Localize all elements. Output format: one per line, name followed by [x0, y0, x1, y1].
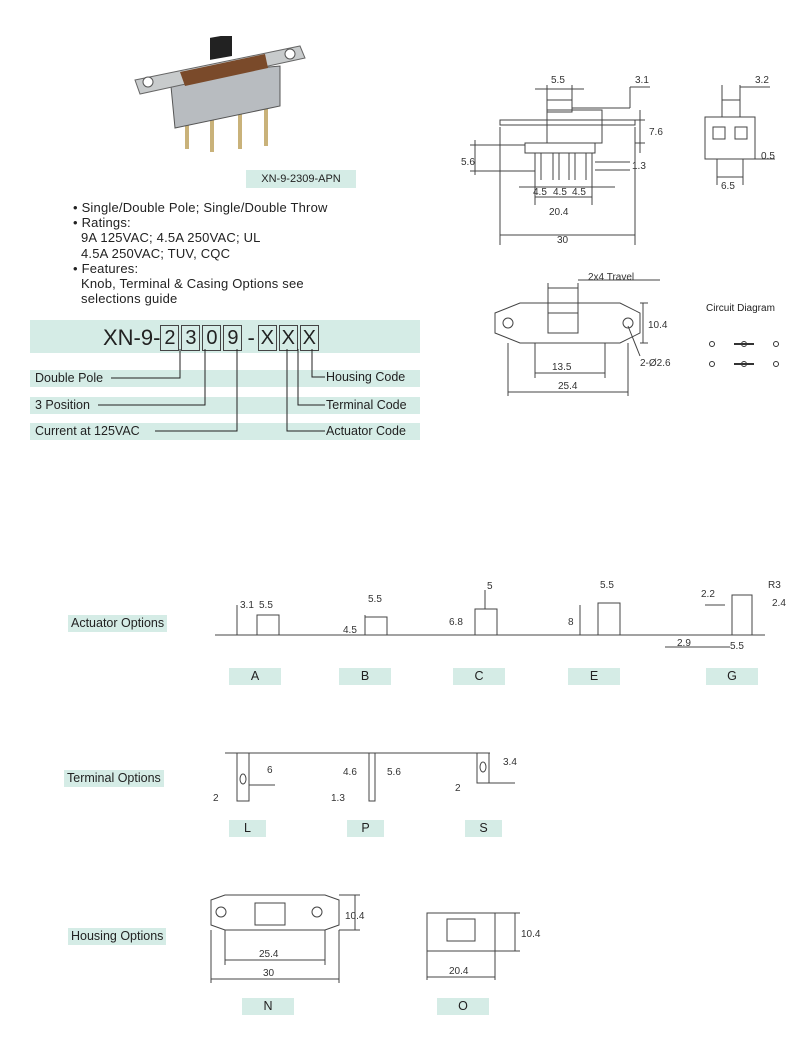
pn-digit-3: 0: [202, 325, 221, 351]
dim-4-5-b: 4.5: [553, 187, 567, 198]
pn-digit-4: 9: [223, 325, 242, 351]
term-p-5-6: 5.6: [387, 767, 401, 778]
pn-digit-1: 2: [160, 325, 179, 351]
label-current: Current at 125VAC: [35, 424, 140, 438]
bullet-7: selections guide: [81, 291, 178, 307]
terminal-s: S: [465, 820, 502, 837]
terminal-l: L: [229, 820, 266, 837]
act-c-5: 5: [487, 581, 493, 592]
label-double-pole: Double Pole: [35, 371, 104, 385]
dim-5-5: 5.5: [551, 75, 565, 86]
bullet-4: 4.5A 250VAC; TUV, CQC: [81, 245, 231, 261]
act-g-2-9: 2.9: [677, 638, 691, 649]
act-a-3-1: 3.1: [240, 600, 254, 611]
bullet-3: 9A 125VAC; 4.5A 250VAC; UL: [81, 230, 261, 246]
term-p-1-3: 1.3: [331, 793, 345, 804]
bullet-2: • Ratings:: [73, 215, 131, 231]
house-n-10-4: 10.4: [345, 911, 365, 922]
feature-list: [73, 200, 328, 306]
act-b-4-5: 4.5: [343, 625, 357, 636]
term-p-4-6: 4.6: [343, 767, 357, 778]
bullet-5: • Features:: [73, 260, 139, 276]
dim-0-5: 0.5: [761, 151, 775, 162]
act-e-8: 8: [568, 617, 574, 628]
actuator-options-drawing: [205, 575, 805, 655]
housing-options-drawing: [205, 885, 545, 985]
dim-3-1: 3.1: [635, 75, 649, 86]
bullet-1: • Single/Double Pole; Single/Double Throw: [73, 200, 328, 215]
bottom-view-drawing: [480, 268, 690, 398]
label-position: 3 Position: [35, 398, 90, 412]
circuit-diagram: [700, 335, 790, 375]
pn-option-3: X: [300, 325, 319, 351]
house-n-25-4: 25.4: [259, 949, 279, 960]
dim-10-4: 10.4: [648, 320, 668, 331]
dim-4-5-a: 4.5: [533, 187, 547, 198]
actuator-g: G: [706, 668, 758, 685]
circuit-title: Circuit Diagram: [706, 303, 775, 314]
dim-7-6: 7.6: [649, 127, 663, 138]
label-terminal-code: Terminal Code: [326, 398, 407, 412]
dim-1-3: 1.3: [632, 161, 646, 172]
housing-n: N: [242, 998, 294, 1015]
housing-o: O: [437, 998, 489, 1015]
act-c-6-8: 6.8: [449, 617, 463, 628]
dim-5-6: 5.6: [461, 157, 475, 168]
terminal-options-title: Terminal Options: [64, 770, 164, 787]
actuator-c: C: [453, 668, 505, 685]
dim-travel: 2x4 Travel: [588, 272, 635, 283]
house-o-10-4: 10.4: [521, 929, 541, 940]
pn-option-2: X: [279, 325, 298, 351]
term-s-2: 2: [455, 783, 461, 794]
dim-13-5: 13.5: [552, 362, 572, 373]
act-b-5-5: 5.5: [368, 594, 382, 605]
pn-option-1: X: [258, 325, 277, 351]
dim-6-5: 6.5: [721, 181, 735, 192]
housing-options-title: Housing Options: [68, 928, 166, 945]
dim-hole: 2-Ø2.6: [640, 358, 671, 369]
dim-3-2: 3.2: [755, 75, 769, 86]
pn-separator: -: [247, 325, 255, 350]
label-housing-code: Housing Code: [326, 370, 406, 384]
terminal-options-drawing: [205, 735, 535, 810]
actuator-b: B: [339, 668, 391, 685]
act-e-5-5: 5.5: [600, 580, 614, 591]
part-number: [103, 325, 321, 351]
term-s-3-4: 3.4: [503, 757, 517, 768]
front-view-drawing: [455, 65, 785, 255]
dim-30: 30: [557, 235, 569, 246]
dim-4-5-c: 4.5: [572, 187, 586, 198]
pn-prefix: XN-9-: [103, 325, 161, 350]
dim-20-4: 20.4: [549, 207, 569, 218]
act-g-r3: R3: [768, 580, 781, 591]
act-g-5-5: 5.5: [730, 641, 744, 652]
bullet-6: Knob, Terminal & Casing Options see: [81, 276, 304, 292]
pn-digit-2: 3: [181, 325, 200, 351]
act-g-2-2: 2.2: [701, 589, 715, 600]
terminal-p: P: [347, 820, 384, 837]
act-g-2-4: 2.4: [772, 598, 786, 609]
house-o-20-4: 20.4: [449, 966, 469, 977]
actuator-options-title: Actuator Options: [68, 615, 167, 632]
term-l-6: 6: [267, 765, 273, 776]
actuator-e: E: [568, 668, 620, 685]
label-actuator-code: Actuator Code: [326, 424, 406, 438]
act-a-5-5: 5.5: [259, 600, 273, 611]
switch-photo: [130, 36, 310, 156]
house-n-30: 30: [263, 968, 275, 979]
dim-25-4: 25.4: [558, 381, 578, 392]
model-caption: XN-9-2309-APN: [246, 170, 356, 188]
term-l-2: 2: [213, 793, 219, 804]
actuator-a: A: [229, 668, 281, 685]
